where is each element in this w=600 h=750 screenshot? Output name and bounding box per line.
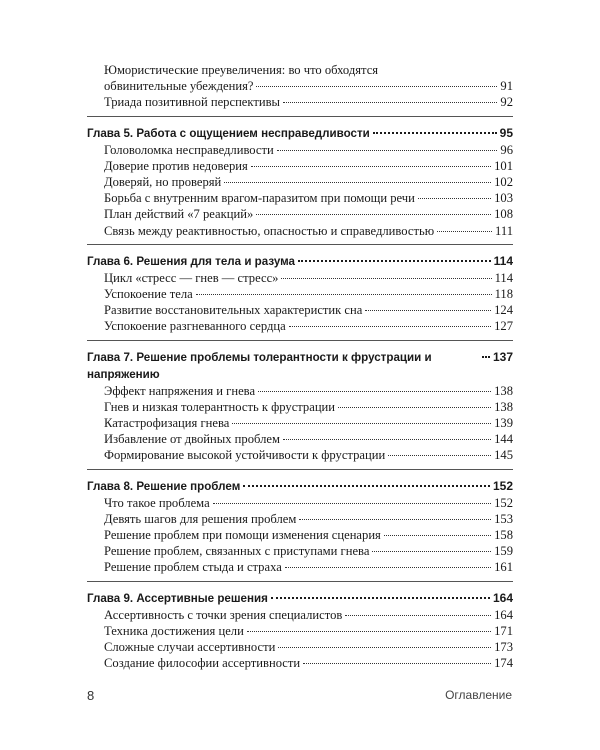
chapter-title: Глава 6. Решения для тела и разума: [87, 254, 295, 268]
chapter-page: 152: [492, 478, 513, 493]
toc-entry-title: Решение проблем, связанных с приступами гнева: [104, 544, 370, 559]
toc-entry-title: Эффект напряжения и гнева: [104, 383, 256, 398]
dot-leader: [418, 198, 491, 199]
chapter-heading[interactable]: [87, 581, 513, 607]
dot-leader: [303, 663, 491, 664]
toc-entry[interactable]: [87, 190, 513, 206]
dot-leader: [224, 182, 491, 183]
toc-entry[interactable]: [87, 559, 513, 575]
chapter-title: Глава 9. Ассертивные решения: [87, 591, 268, 605]
dot-leader: [251, 166, 491, 167]
toc-entry-title: Девять шагов для решения проблем: [104, 511, 297, 526]
toc-entry-title: Борьба с внутренним врагом-паразитом при помощи речи: [104, 191, 415, 206]
toc-entry[interactable]: [87, 174, 513, 190]
dot-leader: [289, 326, 491, 327]
chapter-page: 164: [492, 590, 513, 605]
table-of-contents: [87, 62, 513, 674]
dot-leader: [271, 597, 490, 599]
chapter-7-group: [87, 340, 513, 464]
dot-leader: [283, 439, 491, 440]
intro-group: [87, 62, 513, 111]
toc-entry-title: План действий «7 реакций»: [104, 207, 254, 222]
dot-leader: [213, 503, 491, 504]
chapter-8-group: [87, 469, 513, 576]
toc-entry-title: Развитие восстановительных характеристик сна: [104, 303, 363, 318]
toc-entry-page: 138: [494, 383, 513, 398]
toc-entry-title: Доверие против недоверия: [104, 158, 248, 173]
toc-entry-title: Избавление от двойных проблем: [104, 432, 280, 447]
chapter-page: 137: [492, 349, 513, 364]
dot-leader: [338, 407, 491, 408]
dot-leader: [283, 102, 497, 103]
toc-entry[interactable]: [87, 286, 513, 302]
toc-entry-page: 102: [494, 175, 513, 190]
toc-entry[interactable]: [87, 511, 513, 527]
dot-leader: [372, 551, 491, 552]
chapter-6-group: [87, 244, 513, 335]
toc-entry-page: 138: [494, 399, 513, 414]
dot-leader: [388, 455, 491, 456]
page-number: 8: [87, 688, 95, 703]
dot-leader: [365, 310, 491, 311]
toc-entry-title: Головоломка несправедливости: [104, 142, 274, 157]
toc-entry-page: 173: [494, 640, 513, 655]
toc-entry-title: Сложные случаи ассертивности: [104, 640, 276, 655]
chapter-heading[interactable]: [87, 469, 513, 495]
toc-entry-title: Гнев и низкая толерантность к фрустрации: [104, 399, 336, 414]
chapter-heading[interactable]: [87, 244, 513, 270]
chapter-9-group: [87, 581, 513, 672]
toc-entry-page: 164: [494, 607, 513, 622]
toc-entry-page: 159: [494, 544, 513, 559]
toc-entry-title: Формирование высокой устойчивости к фрустрации: [104, 448, 386, 463]
toc-entry-title: Доверяй, но проверяй: [104, 175, 222, 190]
dot-leader: [232, 423, 491, 424]
toc-entry-page: 108: [494, 207, 513, 222]
toc-entry-page: 153: [494, 511, 513, 526]
chapter-title: Глава 5. Работа с ощущением несправедливости: [87, 126, 370, 140]
toc-entry[interactable]: [87, 399, 513, 415]
chapter-5-group: [87, 116, 513, 239]
toc-entry-title: Успокоение тела: [104, 287, 193, 302]
dot-leader: [256, 214, 491, 215]
toc-entry[interactable]: [87, 158, 513, 174]
chapter-title: Глава 8. Решение проблем: [87, 479, 241, 493]
toc-entry-title: Связь между реактивностью, опасностью и справедливостью: [104, 223, 435, 238]
dot-leader: [437, 231, 492, 232]
toc-entry-page: 91: [500, 79, 513, 94]
toc-entry[interactable]: [87, 431, 513, 447]
dot-leader: [243, 485, 490, 487]
toc-entry-page: 171: [494, 623, 513, 638]
toc-entry-page: 161: [494, 560, 513, 575]
toc-entry-title: Успокоение разгневанного сердца: [104, 319, 286, 334]
dot-leader: [196, 294, 492, 295]
toc-entry-page: 145: [494, 448, 513, 463]
toc-entry[interactable]: [87, 383, 513, 399]
toc-entry[interactable]: [87, 623, 513, 639]
dot-leader: [258, 391, 491, 392]
toc-entry[interactable]: [87, 302, 513, 318]
toc-entry-title: Юмористические преувеличения: во что обходятся: [104, 63, 379, 77]
toc-entry[interactable]: [87, 270, 513, 286]
toc-entry-page: 174: [494, 656, 513, 671]
chapter-heading[interactable]: [87, 340, 513, 383]
toc-entry-page: 96: [500, 142, 513, 157]
chapter-page: 95: [499, 125, 513, 140]
toc-entry[interactable]: [87, 415, 513, 431]
dot-leader: [298, 260, 491, 262]
dot-leader: [247, 631, 491, 632]
toc-entry[interactable]: [87, 206, 513, 222]
toc-entry-page: 111: [495, 223, 513, 238]
dot-leader: [256, 86, 497, 87]
toc-entry[interactable]: [87, 94, 513, 110]
toc-entry-page: 144: [494, 432, 513, 447]
toc-entry-title: Техника достижения цели: [104, 623, 244, 638]
dot-leader: [482, 356, 490, 358]
chapter-heading[interactable]: [87, 116, 513, 142]
dot-leader: [384, 535, 491, 536]
toc-entry-title: Что такое проблема: [104, 495, 210, 510]
toc-entry-page: 101: [494, 158, 513, 173]
toc-entry-title: Решение проблем стыда и страха: [104, 560, 282, 575]
toc-entry-page: 92: [500, 95, 513, 110]
dot-leader: [285, 567, 491, 568]
toc-entry-title: Триада позитивной перспективы: [104, 95, 280, 110]
running-footer-title: Оглавление: [445, 688, 512, 702]
toc-entry-title: Цикл «стресс — гнев — стресс»: [104, 270, 279, 285]
toc-entry-page: 103: [494, 191, 513, 206]
dot-leader: [281, 278, 491, 279]
toc-entry-title: Ассертивность с точки зрения специалистов: [104, 607, 343, 622]
dot-leader: [299, 519, 491, 520]
toc-entry-title: Катастрофизация гнева: [104, 416, 230, 431]
toc-entry[interactable]: [87, 223, 513, 239]
toc-entry[interactable]: [87, 607, 513, 623]
chapter-page: 114: [493, 253, 513, 268]
toc-entry-page: 152: [494, 495, 513, 510]
toc-entry-title: Создание философии ассертивности: [104, 656, 301, 671]
dot-leader: [277, 150, 498, 151]
toc-entry[interactable]: [87, 639, 513, 655]
toc-entry[interactable]: [87, 318, 513, 334]
toc-entry[interactable]: [87, 655, 513, 671]
toc-entry[interactable]: [87, 62, 513, 94]
toc-entry[interactable]: [87, 142, 513, 158]
toc-entry[interactable]: [87, 527, 513, 543]
toc-entry[interactable]: [87, 447, 513, 463]
toc-entry-page: 114: [494, 270, 513, 285]
toc-entry-page: 127: [494, 319, 513, 334]
toc-entry-page: 124: [494, 303, 513, 318]
toc-entry-page: 118: [494, 287, 513, 302]
toc-entry-title: Решение проблем при помощи изменения сценария: [104, 528, 381, 543]
dot-leader: [278, 647, 491, 648]
chapter-title: Глава 7. Решение проблемы толерантности к фрустрации и напряжению: [87, 350, 432, 381]
toc-entry[interactable]: [87, 495, 513, 511]
toc-entry-page: 158: [494, 528, 513, 543]
toc-entry-page: 139: [494, 416, 513, 431]
toc-entry[interactable]: [87, 543, 513, 559]
dot-leader: [373, 132, 497, 134]
dot-leader: [345, 615, 491, 616]
toc-entry-title-cont: обвинительные убеждения?: [104, 79, 254, 94]
